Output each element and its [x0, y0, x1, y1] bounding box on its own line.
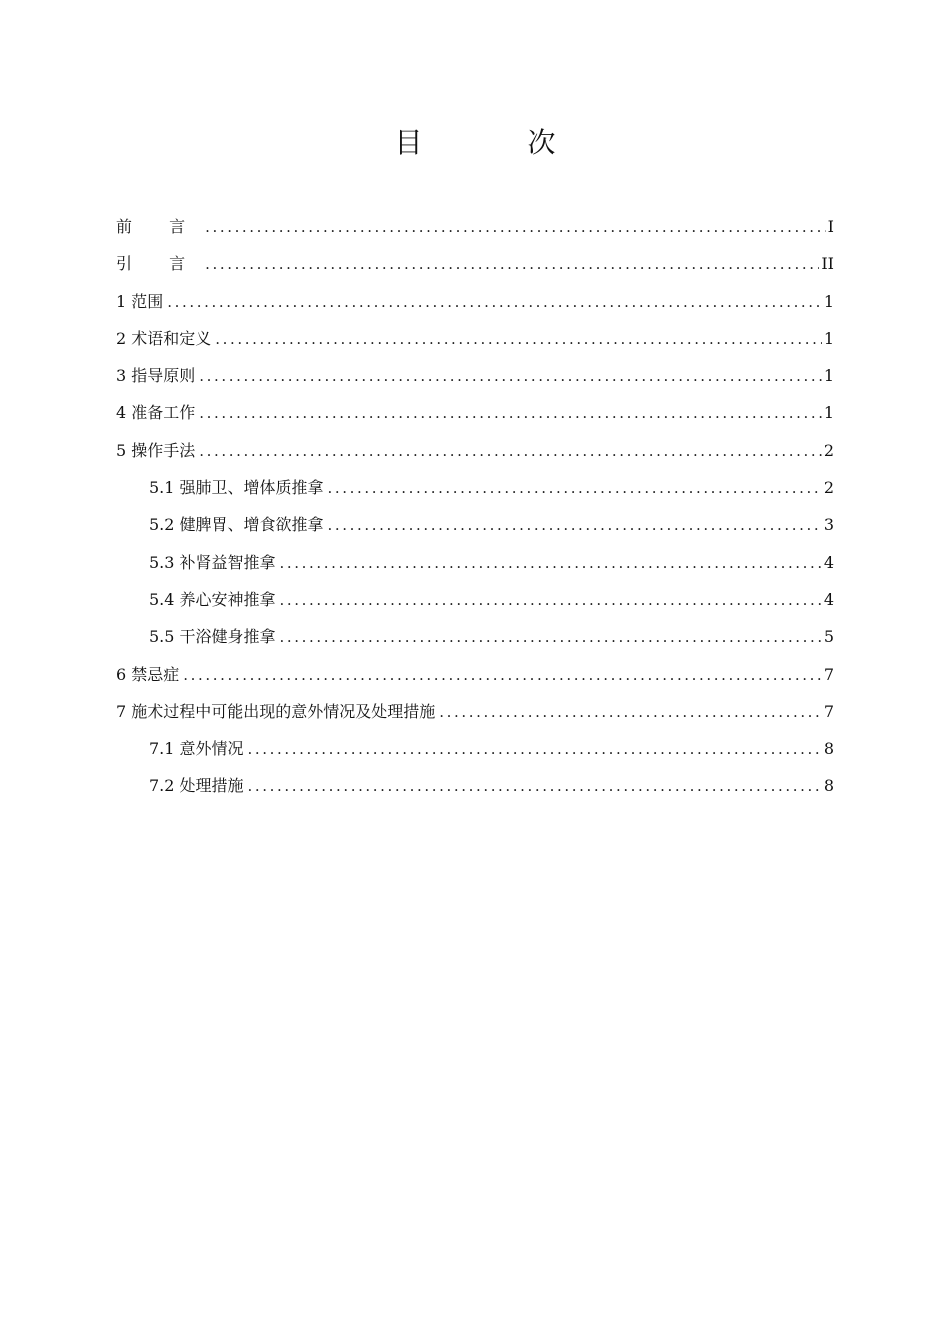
toc-entry-label: 6 禁忌症	[116, 664, 180, 684]
toc-page-number: 1	[823, 403, 834, 423]
toc-entry-5-5[interactable]	[116, 618, 834, 655]
toc-entry-label: 5 操作手法	[116, 440, 196, 460]
toc-leader-dots	[439, 694, 822, 731]
toc-entry-preface[interactable]	[116, 208, 834, 245]
toc-entry-5-1[interactable]	[116, 469, 834, 506]
toc-leader-dots	[183, 657, 822, 694]
toc-leader-dots	[280, 545, 822, 582]
toc-page-number: 2	[823, 478, 834, 498]
toc-page-number: II	[821, 254, 834, 274]
toc-leader-dots	[328, 507, 822, 544]
toc-entry-label: 2 术语和定义	[116, 328, 212, 348]
toc-page-number: 8	[823, 739, 834, 759]
toc-entry-label: 5.2 健脾胃、增食欲推拿	[149, 515, 324, 535]
toc-entry-label: 7 施术过程中可能出现的意外情况及处理措施	[116, 701, 436, 721]
toc-leader-dots	[199, 358, 822, 395]
toc-leader-dots	[248, 768, 822, 805]
toc-page-number: 3	[823, 515, 834, 535]
toc-entry-5-3[interactable]	[116, 544, 834, 581]
toc-leader-dots	[205, 209, 826, 246]
toc-leader-dots	[280, 619, 822, 656]
toc-entry-label: 引 言	[116, 254, 202, 274]
toc-leader-dots	[328, 470, 822, 507]
toc-entry-5-4[interactable]	[116, 581, 834, 618]
toc-leader-dots	[205, 246, 819, 283]
toc-page-number: 2	[823, 440, 834, 460]
toc-leader-dots	[248, 731, 822, 768]
toc-page-number: 7	[823, 664, 834, 684]
toc-page-number: 1	[823, 328, 834, 348]
toc-page-number: 5	[823, 627, 834, 647]
toc-page-number: 7	[823, 701, 834, 721]
toc-entry-label: 7.2 处理措施	[149, 776, 244, 796]
page-title: 目 次	[394, 125, 604, 159]
toc-entry-contraindications[interactable]	[116, 656, 834, 693]
toc-entry-7-2[interactable]	[116, 767, 834, 804]
toc-page-number: 1	[823, 366, 834, 386]
toc-entry-techniques[interactable]	[116, 432, 834, 469]
toc-leader-dots	[199, 433, 822, 470]
toc-leader-dots	[199, 395, 822, 432]
toc-page-number: I	[827, 217, 834, 236]
toc-leader-dots	[167, 284, 822, 321]
toc-entry-label: 3 指导原则	[116, 366, 196, 386]
toc-entry-scope[interactable]	[116, 283, 834, 320]
toc-entry-5-2[interactable]	[116, 506, 834, 543]
toc-entry-label: 5.4 养心安神推拿	[149, 589, 276, 609]
toc-entry-label: 5.5 干浴健身推拿	[149, 627, 276, 647]
toc-leader-dots	[215, 321, 822, 358]
toc-entry-label: 1 范围	[116, 291, 164, 311]
toc-page-number: 8	[823, 776, 834, 796]
toc-page-number: 4	[823, 589, 834, 609]
toc-entry-terms[interactable]	[116, 320, 834, 357]
toc-leader-dots	[280, 582, 822, 619]
toc-entry-label: 5.3 补肾益智推拿	[149, 552, 276, 572]
toc-entry-accidents[interactable]	[116, 693, 834, 730]
toc-entry-label: 前 言	[116, 217, 202, 236]
toc-entry-label: 5.1 强肺卫、增体质推拿	[149, 478, 324, 498]
toc-page-number: 1	[823, 291, 834, 311]
toc-entry-introduction[interactable]	[116, 245, 834, 282]
toc-entry-label: 7.1 意外情况	[149, 739, 244, 759]
toc-entry-principles[interactable]	[116, 357, 834, 394]
toc-entry-label: 4 准备工作	[116, 403, 196, 423]
table-of-contents	[116, 208, 834, 805]
toc-entry-preparation[interactable]	[116, 394, 834, 431]
toc-entry-7-1[interactable]	[116, 730, 834, 767]
toc-page-number: 4	[823, 552, 834, 572]
